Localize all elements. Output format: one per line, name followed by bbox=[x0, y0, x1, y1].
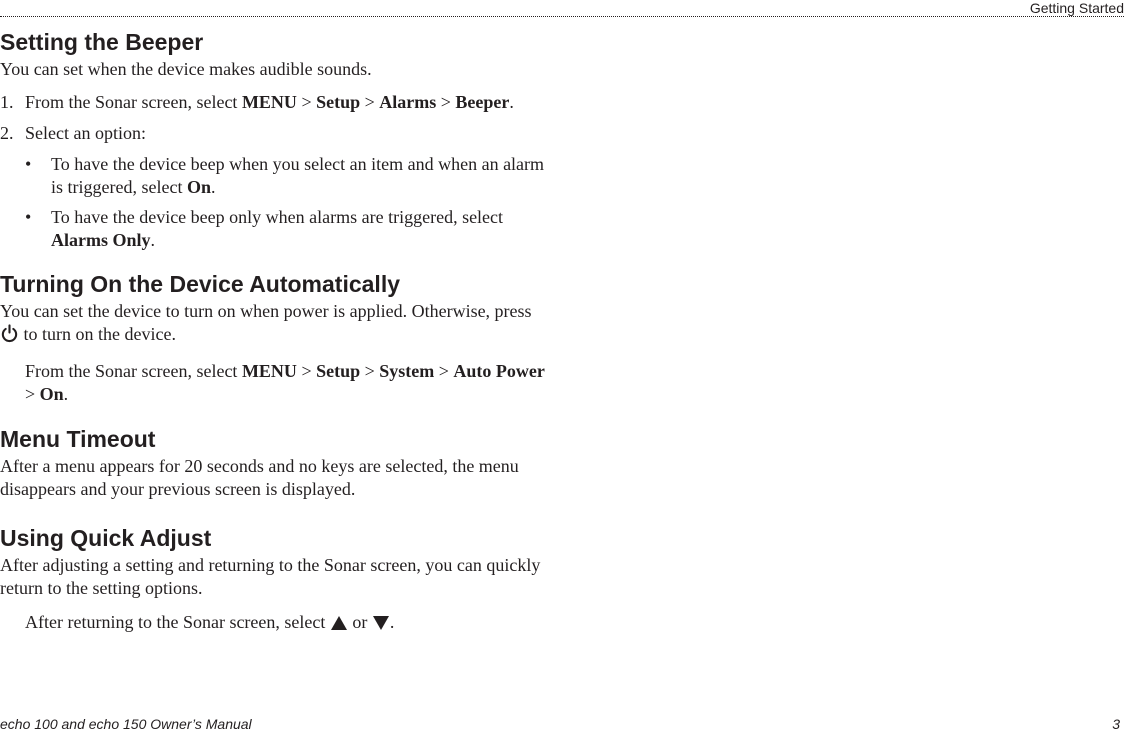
step-number: 2. bbox=[0, 123, 14, 143]
auto-power-item: Auto Power bbox=[453, 361, 545, 381]
quick-adjust-heading: Using Quick Adjust bbox=[0, 525, 212, 551]
footer-manual-title: echo 100 and echo 150 Owner’s Manual bbox=[0, 716, 252, 732]
header-rule bbox=[0, 16, 1124, 17]
auto-power-heading: Turning On the Device Automatically bbox=[0, 271, 401, 297]
quick-adjust-body: After adjusting a setting and returning to the Sonar screen, you can quickly return to the setting options. bbox=[0, 555, 541, 598]
on-item: On bbox=[39, 384, 64, 404]
beeper-option-alarms-only bbox=[0, 206, 545, 252]
auto-power-intro: You can set the device to turn on when power is applied. Otherwise, press to turn on the device. bbox=[0, 300, 545, 349]
page-content bbox=[0, 28, 545, 637]
step-text: From the Sonar screen, select MENU > Setup > Alarms > Beeper. bbox=[25, 92, 514, 112]
setup-item: Setup bbox=[316, 361, 361, 381]
bullet-dot: • bbox=[25, 207, 32, 227]
beeper-heading: Setting the Beeper bbox=[0, 29, 204, 55]
quick-adjust-instruction: After returning to the Sonar screen, select or . bbox=[0, 611, 545, 637]
footer-page-number: 3 bbox=[1112, 716, 1120, 732]
alarms-item: Alarms bbox=[379, 92, 437, 112]
on-option: On bbox=[186, 177, 211, 197]
section-label: Getting Started bbox=[1026, 0, 1124, 16]
alarms-only-option: Alarms Only bbox=[51, 230, 151, 250]
step-text: Select an option: bbox=[25, 123, 146, 143]
menu-key: MENU bbox=[241, 361, 297, 381]
bullet-text: To have the device beep when you select an item and when an alarm is triggered, select On. bbox=[51, 154, 545, 197]
auto-power-instruction: From the Sonar screen, select MENU > Setup > System > Auto Power > On. bbox=[25, 361, 545, 404]
beeper-step-2 bbox=[0, 122, 545, 145]
beeper-intro: You can set when the device makes audible sounds. bbox=[0, 59, 372, 79]
power-icon bbox=[0, 324, 19, 349]
up-arrow-icon bbox=[330, 614, 348, 637]
menu-key: MENU bbox=[241, 92, 297, 112]
step-number: 1. bbox=[0, 92, 14, 112]
bullet-text: To have the device beep only when alarms are triggered, select Alarms Only. bbox=[51, 207, 504, 250]
down-arrow-icon bbox=[372, 614, 390, 637]
beeper-item: Beeper bbox=[455, 92, 510, 112]
system-item: System bbox=[379, 361, 435, 381]
menu-timeout-body: After a menu appears for 20 seconds and no keys are selected, the menu disappears and your previous screen is displayed. bbox=[0, 456, 519, 499]
setup-item: Setup bbox=[316, 92, 361, 112]
beeper-step-1 bbox=[0, 91, 545, 114]
beeper-option-on bbox=[0, 153, 545, 199]
bullet-dot: • bbox=[25, 154, 32, 174]
menu-timeout-heading: Menu Timeout bbox=[0, 426, 156, 452]
